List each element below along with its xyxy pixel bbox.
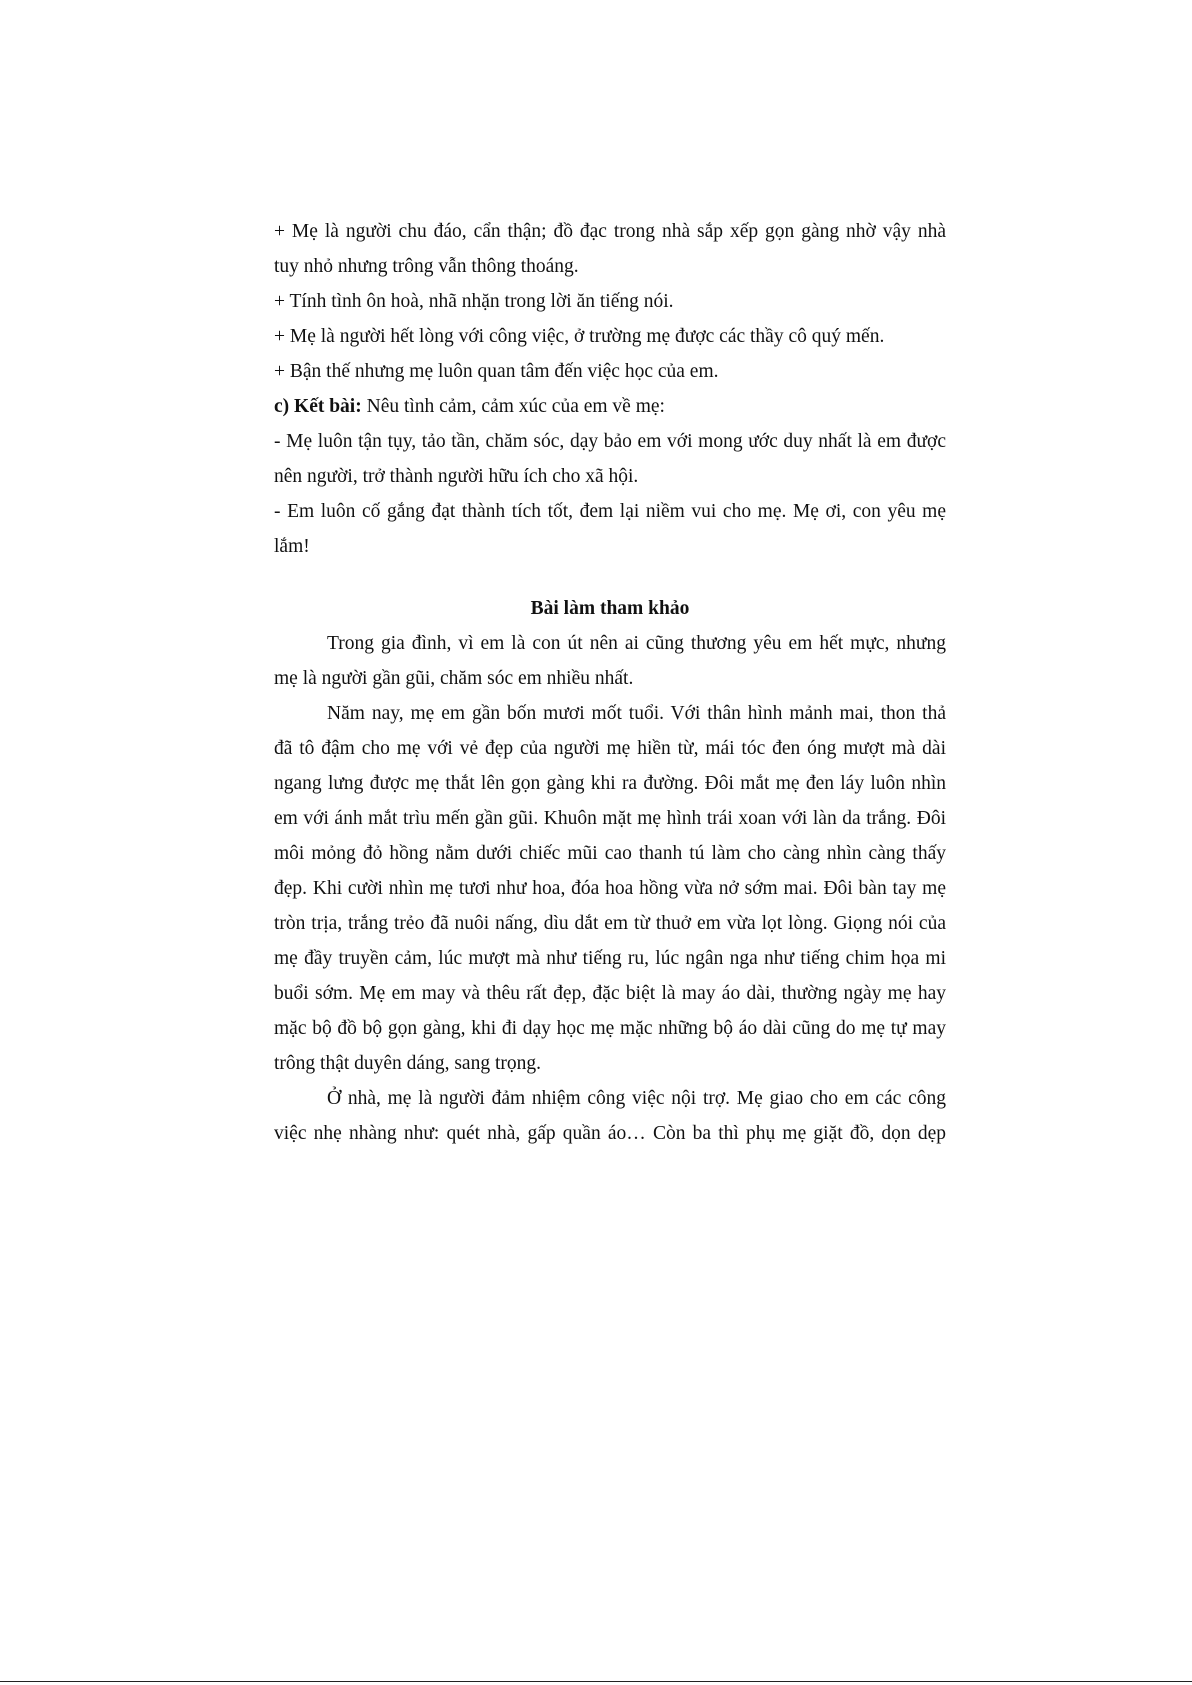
essay-line: việc nhẹ nhàng như: quét nhà, gấp quần áo… Còn ba thì phụ mẹ giặt đồ, dọn dẹp	[274, 1123, 946, 1144]
conclusion-line: lắm!	[274, 536, 310, 557]
conclusion-heading	[274, 389, 946, 424]
outline-line: tuy nhỏ nhưng trông vẫn thông thoáng.	[274, 256, 579, 277]
conclusion-intro: Nêu tình cảm, cảm xúc của em về mẹ:	[361, 396, 665, 417]
document-page	[274, 214, 946, 1151]
essay-line: tròn trịa, trắng trẻo đã nuôi nấng, dìu dắt em từ thuở em vừa lọt lòng. Giọng nói của	[274, 913, 946, 934]
essay-title: Bài làm tham khảo	[530, 598, 690, 619]
outline-line: + Mẹ là người chu đáo, cẩn thận; đồ đạc trong nhà sắp xếp gọn gàng nhờ vậy nhà	[274, 221, 946, 242]
essay-line: mẹ là người gần gũi, chăm sóc em nhiều nhất.	[274, 668, 634, 689]
outline-line: + Bận thế nhưng mẹ luôn quan tâm đến việc học của em.	[274, 361, 719, 382]
conclusion-label: c) Kết bài:	[274, 396, 362, 417]
essay-line: mặc bộ đồ bộ gọn gàng, khi đi dạy học mẹ mặc những bộ áo dài cũng do mẹ tự may	[274, 1018, 946, 1039]
conclusion-line: - Em luôn cố gắng đạt thành tích tốt, đem lại niềm vui cho mẹ. Mẹ ơi, con yêu mẹ	[274, 501, 946, 522]
essay-line: mẹ đầy truyền cảm, lúc mượt mà như tiếng ru, lúc ngân nga như tiếng chim họa mi	[274, 948, 946, 969]
conclusion-line: nên người, trở thành người hữu ích cho xã hội.	[274, 466, 639, 487]
conclusion-line: - Mẹ luôn tận tụy, tảo tần, chăm sóc, dạy bảo em với mong ước duy nhất là em được	[274, 431, 946, 452]
essay-line: đã tô đậm cho mẹ với vẻ đẹp của người mẹ hiền từ, mái tóc đen óng mượt mà dài	[274, 738, 946, 759]
essay-line: Ở nhà, mẹ là người đảm nhiệm công việc nội trợ. Mẹ giao cho em các công	[327, 1088, 946, 1109]
outline-line: + Mẹ là người hết lòng với công việc, ở trường mẹ được các thầy cô quý mến.	[274, 326, 885, 347]
essay-line: ngang lưng được mẹ thắt lên gọn gàng khi ra đường. Đôi mắt mẹ đen láy luôn nhìn	[274, 773, 946, 794]
essay-line: Trong gia đình, vì em là con út nên ai cũng thương yêu em hết mực, nhưng	[327, 633, 946, 654]
essay-line: buổi sớm. Mẹ em may và thêu rất đẹp, đặc biệt là may áo dài, thường ngày mẹ hay	[274, 983, 946, 1004]
page-bottom-rule	[0, 1681, 1192, 1682]
essay-line: Năm nay, mẹ em gần bốn mươi mốt tuổi. Với thân hình mảnh mai, thon thả	[327, 703, 946, 724]
outline-line: + Tính tình ôn hoà, nhã nhặn trong lời ăn tiếng nói.	[274, 291, 674, 312]
essay-line: trông thật duyên dáng, sang trọng.	[274, 1053, 541, 1074]
essay-line: môi mỏng đỏ hồng nằm dưới chiếc mũi cao thanh tú làm cho càng nhìn càng thấy	[274, 843, 946, 864]
essay-line: em với ánh mắt trìu mến gần gũi. Khuôn mặt mẹ hình trái xoan với làn da trắng. Đôi	[274, 808, 946, 829]
essay-line: đẹp. Khi cười nhìn mẹ tươi như hoa, đóa hoa hồng vừa nở sớm mai. Đôi bàn tay mẹ	[274, 878, 946, 899]
